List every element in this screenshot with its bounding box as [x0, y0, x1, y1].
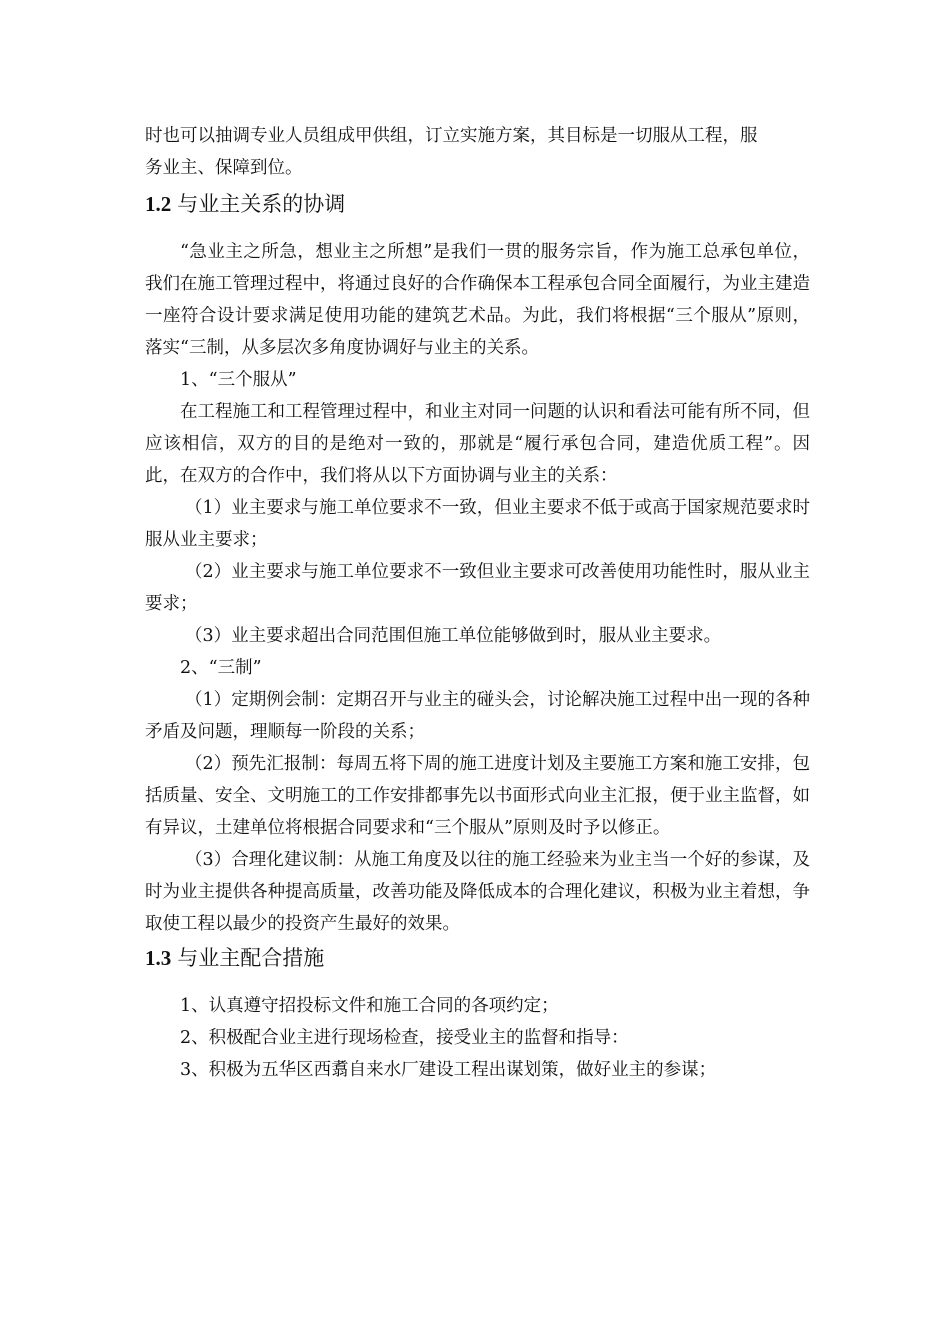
list-item: （3）合理化建议制：从施工角度及以往的施工经验来为业主当一个好的参谋，及时为业主提供各种提高质量，改善功能及降低成本的合理化建议，积极为业主着想，争取使工程以最少的投资产生最好的效果。: [145, 850, 810, 934]
subsection-heading: 1、“三个服从”: [180, 370, 297, 390]
list-item: （1）定期例会制：定期召开与业主的碰头会，讨论解决施工过程中出一现的各种矛盾及问题，理顺每一阶段的关系；: [145, 690, 810, 742]
list-item: 3、积极为五华区西翥自来水厂建设工程出谋划策，做好业主的参谋；: [180, 1060, 717, 1080]
section-title: 与业主关系的协调: [177, 192, 346, 216]
section-heading-1-2: [145, 186, 810, 222]
intro-line-1: 时也可以抽调专业人员组成甲供组，订立实施方案，其目标是一切服从工程，服: [145, 126, 758, 146]
list-item: 1、认真遵守招投标文件和施工合同的各项约定；: [180, 996, 559, 1016]
paragraph: 在工程施工和工程管理过程中，和业主对同一问题的认识和看法可能有所不同，但应该相信，双方的目的是绝对一致的，那就是“履行承包合同，建造优质工程”。因此，在双方的合作中，我们将从以下方面协调与业主的关系：: [145, 402, 810, 486]
list-item: （3）业主要求超出合同范围但施工单位能够做到时，服从业主要求。: [185, 626, 722, 646]
document-body: [145, 120, 810, 1086]
list-item: （2）预先汇报制：每周五将下周的施工进度计划及主要施工方案和施工安排，包括质量、安全、文明施工的工作安排都事先以书面形式向业主汇报，便于业主监督，如有异议，土建单位将根据合同要求和“三个服从”原则及时予以修正。: [145, 754, 810, 838]
section-title: 与业主配合措施: [177, 946, 325, 970]
list-item: 2、积极配合业主进行现场检查，接受业主的监督和指导：: [180, 1028, 629, 1048]
list-item: （2）业主要求与施工单位要求不一致但业主要求可改善使用功能性时，服从业主要求；: [145, 562, 810, 614]
paragraph: “急业主之所急，想业主之所想”是我们一贯的服务宗旨，作为施工总承包单位，我们在施工管理过程中，将通过良好的合作确保本工程承包合同全面履行，为业主建造一座符合设计要求满足使用功能的建筑艺术品。为此，我们将根据“三个服从”原则，落实“三制，从多层次多角度协调好与业主的关系。: [145, 242, 810, 358]
intro-line-2: 务业主、保障到位。: [145, 158, 303, 178]
section-number: 1.2: [145, 192, 172, 216]
section-number: 1.3: [145, 946, 172, 970]
section-heading-1-3: [145, 940, 810, 976]
list-item: （1）业主要求与施工单位要求不一致，但业主要求不低于或高于国家规范要求时服从业主要求；: [145, 498, 810, 550]
subsection-heading: 2、“三制”: [180, 658, 262, 678]
